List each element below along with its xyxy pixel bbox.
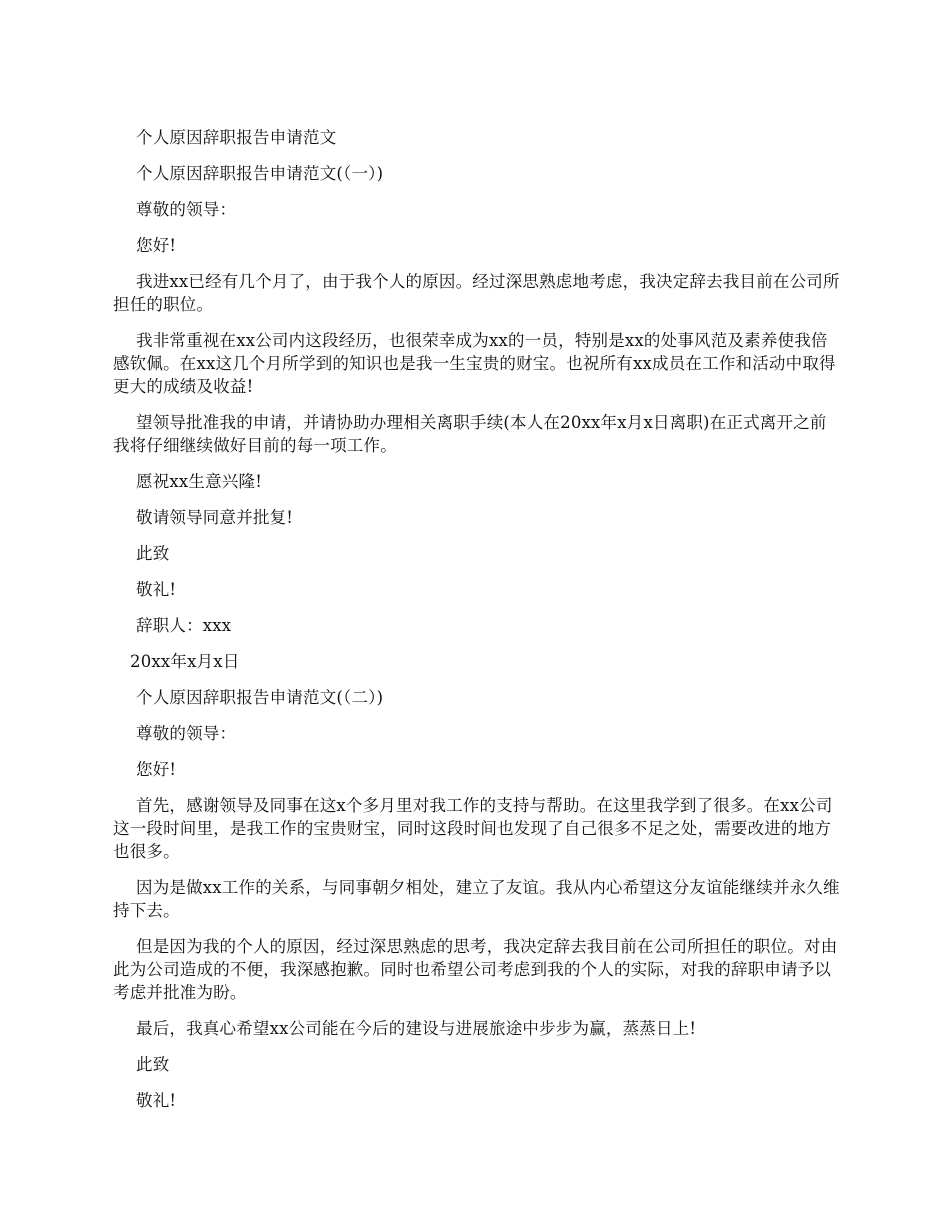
- signature-line: 辞职人：xxx: [136, 616, 232, 635]
- closing-salute: 敬礼!: [136, 1091, 177, 1110]
- wish-line: 愿祝xx生意兴隆!: [136, 472, 263, 491]
- body-paragraph: 望领导批准我的申请，并请协助办理相关离职手续(本人在20xx年x月x日离职)在正式离开之前我将仔细继续做好目前的每一项工作。: [113, 413, 827, 455]
- section-heading-1: 个人原因辞职报告申请范文(（一）): [136, 164, 384, 183]
- closing-line: 此致: [136, 544, 170, 563]
- body-paragraph: 我进xx已经有几个月了，由于我个人的原因。经过深思熟虑地考虑，我决定辞去我目前在公司所担任的职位。: [113, 272, 840, 314]
- section-heading-2: 个人原因辞职报告申请范文(（二）): [136, 688, 384, 707]
- greeting: 您好!: [136, 236, 177, 255]
- closing-salute: 敬礼!: [136, 580, 177, 599]
- salutation: 尊敬的领导：: [136, 724, 237, 743]
- document-title: 个人原因辞职报告申请范文: [136, 128, 337, 147]
- body-paragraph: 首先，感谢领导及同事在这x个多月里对我工作的支持与帮助。在这里我学到了很多。在xx公司这一段时间里，是我工作的宝贵财宝，同时这段时间也发现了自己很多不足之处，需要改进的地方也很多。: [113, 796, 833, 861]
- salutation: 尊敬的领导：: [136, 200, 237, 219]
- body-paragraph: 最后，我真心希望xx公司能在今后的建设与进展旅途中步步为赢，蒸蒸日上!: [136, 1019, 697, 1038]
- body-paragraph: 因为是做xx工作的关系，与同事朝夕相处，建立了友谊。我从内心希望这分友谊能继续并永久维持下去。: [113, 878, 840, 920]
- request-line: 敬请领导同意并批复!: [136, 508, 294, 527]
- greeting: 您好!: [136, 760, 177, 779]
- body-paragraph: 我非常重视在xx公司内这段经历，也很荣幸成为xx的一员，特别是xx的处事风范及素养使我倍感钦佩。在xx这几个月所学到的知识也是我一生宝贵的财宝。也祝所有xx成员在工作和活动中取得更大的成绩及收益!: [113, 331, 836, 396]
- date-line: 20xx年x月x日: [130, 652, 240, 671]
- closing-line: 此致: [136, 1055, 170, 1074]
- body-paragraph: 但是因为我的个人的原因，经过深思熟虑的思考，我决定辞去我目前在公司所担任的职位。对由此为公司造成的不便，我深感抱歉。同时也希望公司考虑到我的个人的实际，对我的辞职申请予以考虑并批准为盼。: [113, 937, 838, 1002]
